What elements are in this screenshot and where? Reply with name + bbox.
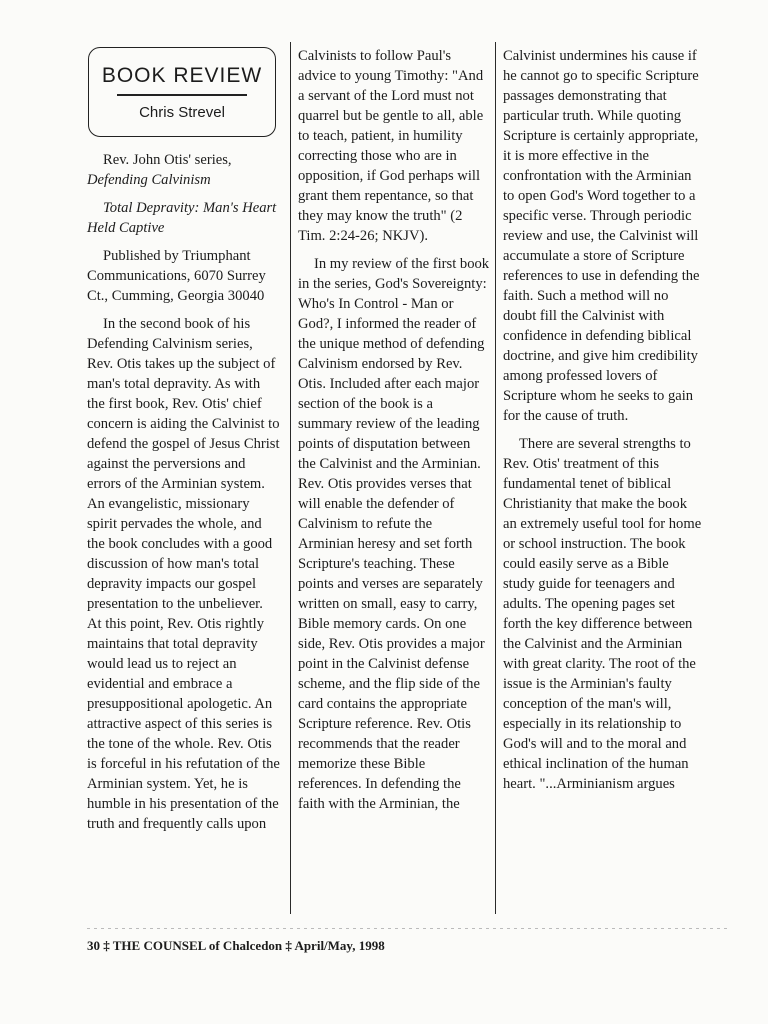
review-paragraph: In my review of the first book in the series, God's Sovereignty: Who's In Control - Man or God?, I informed the reader of the unique method of defending Calvinism endorsed by Rev. Otis. Included after each major section of the book is a summary review of the leading points of disputation between the Calvinist and the Arminian. Rev. Otis provides verses that will enable the defender of Calvinism to refute the Arminian heresy and set forth Scripture's teaching. These points and verses are separately written on small, easy to carry, Bible memory cards. On one side, Rev. Otis provides a major point in the Calvinist defense scheme, and the flip side of the card contains the appropriate Scripture reference. Rev. Otis recommends that the reader memorize these Bible references. In defending the faith with the Arminian, the	[298, 256, 490, 812]
section-heading: BOOK REVIEW	[101, 64, 263, 87]
column-divider-1	[290, 42, 291, 914]
review-paragraph: Calvinists to follow Paul's advice to young Timothy: "And a servant of the Lord must not quarrel but be gentle to all, able to teach, patient, in humility correcting those who are in opposition, if God perhaps will grant them repentance, so that they may know the truth" (2 Tim. 2:24-26; NKJV).	[298, 48, 484, 244]
heading-underline	[117, 94, 247, 96]
article-column-3	[503, 46, 702, 794]
review-paragraph: There are several strengths to Rev. Otis' treatment of this fundamental tenet of biblical Christianity that make the book an extremely useful tool for home or school instruction. The book could easily serve as a Bible study guide for teenagers and adults. The opening pages set forth the key difference between the Calvinist and the Arminian with great clarity. The root of the issue is the Arminian's faulty conception of the man's will, especially in its relationship to God's will and to the moral and ethical inclination of the human heart. "...Arminianism argues	[503, 436, 702, 792]
review-paragraph: Calvinist undermines his cause if he cannot go to specific Scripture passages demonstrating that particular truth. While quoting Scripture is certainly appropriate, it is more effective in the confrontation with the Arminian to open God's Word together to a specific verse. Through periodic review and use, the Calvinist will accumulate a store of Scripture references to use in defending the faith. Such a method will no doubt fill the Calvinist with confidence in defending biblical doctrine, and give him credibility among professed lovers of Scripture whom he seeks to gain for the cause of truth.	[503, 48, 700, 424]
column-divider-2	[495, 42, 496, 914]
page-footer: 30 ‡ THE COUNSEL of Chalcedon ‡ April/May, 1998	[87, 938, 385, 953]
publisher-info: Published by Triumphant Communications, 6070 Surrey Ct., Cumming, Georgia 30040	[87, 248, 266, 304]
article-column-2	[298, 46, 490, 814]
footer-divider	[87, 928, 727, 929]
review-paragraph: In the second book of his Defending Calvinism series, Rev. Otis takes up the subject of man's total depravity. As with the first book, Rev. Otis' chief concern is aiding the Calvinist to defend the gospel of Jesus Christ against the perversions and errors of the Arminian system. An evangelistic, missionary spirit pervades the whole, and the book concludes with a good discussion of how man's total depravity impacts our gospel presentation to the unbeliever. At this point, Rev. Otis rightly maintains that total depravity would lead us to reject an evidential and embrace a presuppositional apologetic. An attractive aspect of this series is the tone of the whole. Rev. Otis is forceful in his refutation of the Arminian system. Yet, he is humble in his presentation of the truth and frequently calls upon	[87, 316, 280, 832]
book-review-title-box	[88, 47, 276, 137]
review-author: Chris Strevel	[139, 103, 225, 121]
book-title: Total Depravity: Man's Heart Held Captive	[87, 200, 277, 236]
article-column-1	[87, 150, 280, 834]
series-title: Defending Calvinism	[87, 172, 211, 188]
series-line: Rev. John Otis' series,	[103, 152, 232, 168]
